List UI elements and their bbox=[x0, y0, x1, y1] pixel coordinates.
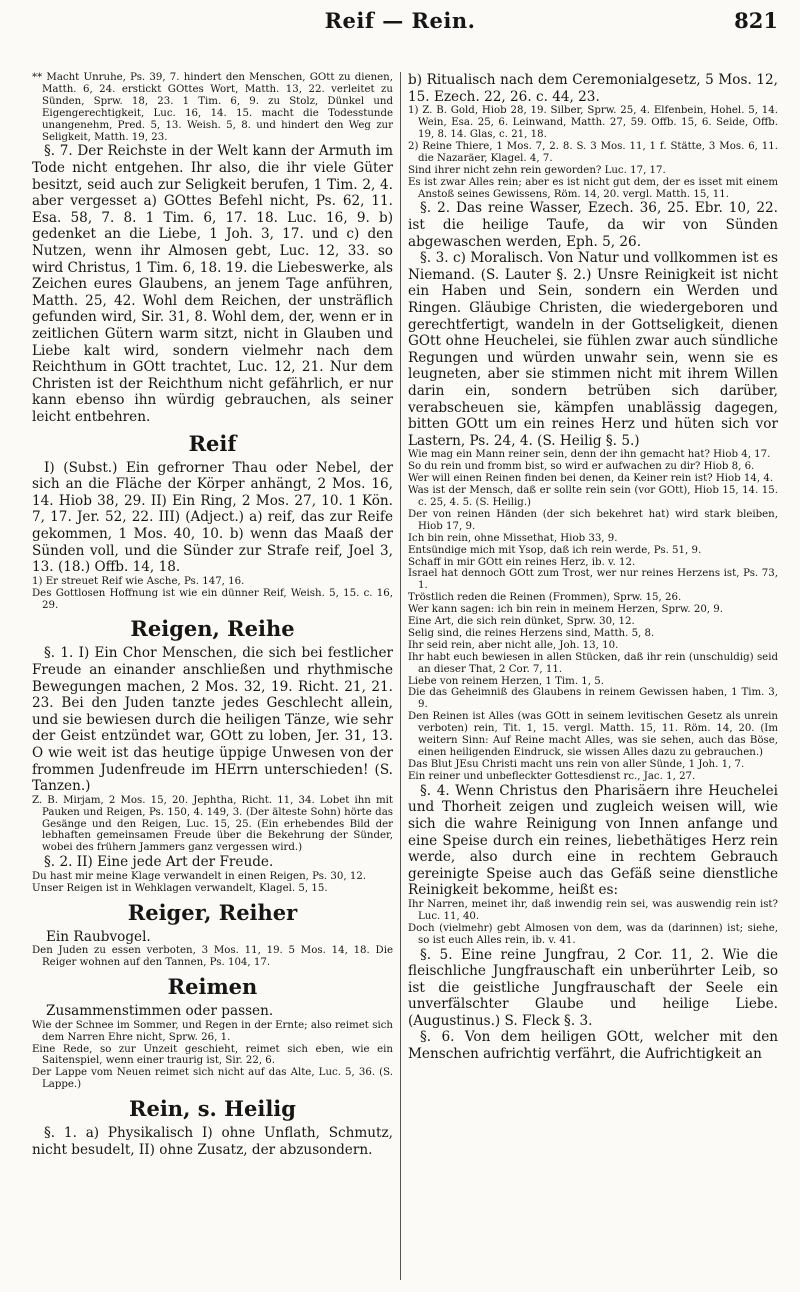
paragraph: §. 1. a) Physikalisch I) ohne Unflath, Schmutz, nicht besudelt, II) ohne Zusatz, der abzusondern. bbox=[32, 1125, 393, 1158]
scripture-reference: Des Gottlosen Hoffnung ist wie ein dünner Reif, Weish. 5, 15. c. 16, 29. bbox=[32, 587, 393, 611]
entry-headword: Reiger, Reiher bbox=[127, 899, 298, 925]
scripture-reference: Ein reiner und unbefleckter Gottesdienst rc., Jac. 1, 27. bbox=[408, 770, 696, 782]
scripture-reference: Der Lappe vom Neuen reimet sich nicht auf das Alte, Luc. 5, 36. (S. Lappe.) bbox=[32, 1067, 393, 1091]
scripture-reference: Unser Reigen ist in Wehklagen verwandelt, Klagel. 5, 15. bbox=[32, 882, 328, 894]
scripture-reference: Z. B. Mirjam, 2 Mos. 15, 20. Jephtha, Richt. 11, 34. Lobet ihn mit Pauken und Reigen, Ps. 150, 4. 149, 3. (Der älteste Sohn) hörte das Gesänge und den Reigen, Luc. 15, 25. (Ein erhebendes Bild der lebhaften gemeinsamen Freude über die Bekehrung der Sünder, wobei des frühern Jammers ganz vergessen wird.) bbox=[32, 794, 393, 854]
scripture-reference: Es ist zwar Alles rein; aber es ist nicht gut dem, der es isset mit einem Anstoß seines Gewissens, Röm. 14, 20. vergl. Matth. 15, 11. bbox=[408, 176, 778, 200]
scripture-reference: Ihr seid rein, aber nicht alle, Joh. 13, 10. bbox=[408, 639, 619, 651]
scripture-reference: Tröstlich reden die Reinen (Frommen), Sprw. 15, 26. bbox=[408, 592, 682, 604]
scripture-reference: Eine Art, die sich rein dünket, Sprw. 30, 12. bbox=[408, 616, 635, 628]
scripture-reference: Selig sind, die reines Herzens sind, Matth. 5, 8. bbox=[408, 627, 655, 639]
scripture-reference: Was ist der Mensch, daß er sollte rein sein (vor GOtt), Hiob 15, 14. 15. c. 25, 4. 5. (S. Heilig.) bbox=[408, 485, 778, 508]
entry-headword: Reigen, Reihe bbox=[130, 616, 295, 642]
paragraph: §. 3. c) Moralisch. Von Natur und vollkommen ist es Niemand. (S. Lauter §. 2.) Unsre Reinigkeit ist nicht ein Haben und Sein, sondern ein Werden und Ringen. Gläubige Christen, die wiedergeboren und gerechtfertigt, wandeln in der Gottseligkeit, dienen GOtt ohne Heuchelei, sie fühlen zwar auch sündliche Regungen und würden unwahr sein, wenn sie es leugneten, aber sie stimmen nicht mit ihrem Willen darin ein, sondern betrüben sich darüber, verabscheuen sie, kämpfen unablässig dagegen, bitten GOtt um ein reines Herz und hüten sich vor Lastern, Ps. 24, 4. (S. Heilig §. 5.) bbox=[408, 250, 778, 449]
scripture-reference: Den Juden zu essen verboten, 3 Mos. 11, 19. 5 Mos. 14, 18. Die Reiger wohnen auf den Tannen, Ps. 104, 17. bbox=[32, 945, 393, 969]
scripture-reference: Eine Rede, so zur Unzeit geschieht, reimet sich eben, wie ein Saitenspiel, wenn einer traurig ist, Sir. 22, 6. bbox=[32, 1043, 393, 1067]
scripture-reference: Die das Geheimniß des Glaubens in reinem Gewissen haben, 1 Tim. 3, 9. bbox=[408, 687, 778, 711]
scripture-reference: Liebe von reinem Herzen, 1 Tim. 1, 5. bbox=[408, 675, 604, 687]
paragraph: b) Ritualisch nach dem Ceremonialgesetz, 5 Mos. 12, 15. Ezech. 22, 26. c. 44, 23. bbox=[408, 72, 778, 105]
entry-headword: Rein, s. Heilig bbox=[129, 1096, 296, 1122]
scripture-reference: Ihr habt euch bewiesen in allen Stücken, daß ihr rein (unschuldig) seid an dieser That, 2 Cor. 7, 11. bbox=[408, 651, 778, 675]
scripture-reference: Wie mag ein Mann reiner sein, denn der ihn gemacht hat? Hiob 4, 17. bbox=[408, 449, 771, 461]
paragraph: §. 2. Das reine Wasser, Ezech. 36, 25. Ebr. 10, 22. ist die heilige Taufe, da wir von Sünden abgewaschen werden, Eph. 5, 26. bbox=[408, 200, 778, 250]
scripture-reference: Ich bin rein, ohne Missethat, Hiob 33, 9. bbox=[408, 532, 618, 544]
scripture-reference: Entsündige mich mit Ysop, daß ich rein werde, Ps. 51, 9. bbox=[408, 544, 702, 556]
scripture-reference: Doch (vielmehr) gebt Almosen von dem, was da (darinnen) ist; siehe, so ist euch Alles rein, ib. v. 41. bbox=[408, 922, 778, 946]
paragraph: I) (Subst.) Ein gefrorner Thau oder Nebel, der sich an die Fläche der Körper anhängt, 2 Mos. 16, 14. Hiob 38, 29. II) Ein Ring, 2 Mos. 27, 10. 1 Kön. 7, 17. Jer. 52, 22. III) (Adject.) a) reif, das zur Reife gekommen, 1 Mos. 40, 10. b) wenn das Maaß der Sünden voll, und die Sünder zur Strafe reif, Joel 3, 13. (18.) Offb. 14, 18. bbox=[32, 459, 393, 576]
scripture-reference: 1) Z. B. Gold, Hiob 28, 19. Silber, Sprw. 25, 4. Elfenbein, Hohel. 5, 14. Wein, Esa. 25, 6. Leinwand, Matth. 27, 59. Offb. 15, 6. Seide, Offb. 19, 8. 14. Glas, c. 21, 18. bbox=[408, 105, 778, 140]
scripture-reference: Der von reinen Händen (der sich bekehret hat) wird stark bleiben, Hiob 17, 9. bbox=[408, 508, 778, 532]
scripture-reference: ** Macht Unruhe, Ps. 39, 7. hindert den Menschen, GOtt zu dienen, Matth. 6, 24. erstickt GOttes Wort, Matth. 13, 22. verleitet zu Sünden, Sprw. 18, 23. 1 Tim. 6, 9. zu Stolz, Dünkel und Eigengerechtigkeit, Luc. 16, 14. 15. macht die Todesstunde unangenehm, Pred. 5, 13. Weish. 5, 8. und hindert den Weg zur Seligkeit, Matth. 19, 23. bbox=[32, 72, 393, 143]
page-header bbox=[20, 8, 780, 42]
scripture-reference: 2) Reine Thiere, 1 Mos. 7, 2. 8. S. 3 Mos. 11, 1 f. Stätte, 3 Mos. 6, 11. die Nazaräer, Klagel. 4, 7. bbox=[408, 140, 778, 164]
left-column bbox=[32, 72, 393, 1282]
entry-headword: Reimen bbox=[167, 974, 258, 1000]
scripture-reference: 1) Er streuet Reif wie Asche, Ps. 147, 16. bbox=[32, 575, 245, 587]
paragraph: §. 4. Wenn Christus den Pharisäern ihre Heuchelei und Thorheit zeigen und zugleich weisen will, wie sich die wahre Reinigung von Innen anfange und eine Speise durch ein reines, liebethätiges Herz rein werde, also durch eine in rechtem Gebrauch gereinigte Speise auch das Gefäß seine dienstliche Reinigkeit bekomme, heißt es: bbox=[408, 782, 778, 899]
scripture-reference: Du hast mir meine Klage verwandelt in einen Reigen, Ps. 30, 12. bbox=[32, 870, 367, 882]
paragraph: §. 5. Eine reine Jungfrau, 2 Cor. 11, 2. Wie die fleischliche Jungfrauschaft ein unberührter Leib, so ist die geistliche Jungfrauschaft der Seele ein unverfälschter Glaube und heilige Liebe. (Augustinus.) S. Fleck §. 3. bbox=[408, 946, 778, 1029]
scripture-reference: Wer kann sagen: ich bin rein in meinem Herzen, Sprw. 20, 9. bbox=[408, 604, 723, 616]
scripture-reference: Sind ihrer nicht zehn rein geworden? Luc. 17, 17. bbox=[408, 164, 666, 176]
paragraph: §. 2. II) Eine jede Art der Freude. bbox=[44, 854, 274, 871]
right-column bbox=[408, 72, 778, 1282]
scripture-reference: Ihr Narren, meinet ihr, daß inwendig rein sei, was auswendig rein ist? Luc. 11, 40. bbox=[408, 898, 778, 922]
paragraph: §. 1. I) Ein Chor Menschen, die sich bei festlicher Freude an einander anschließen und rhythmische Bewegungen machen, 2 Mos. 32, 19. Richt. 21, 21. 23. Bei den Juden tanzte jedes Geschlecht allein, und sie bewiesen durch die heiligen Tänze, wie sehr der Geist entzündet war, GOtt zu loben, Jer. 31, 13. O wie weit ist das heutige üppige Unwesen von der frommen Judenfreude im HErrn unterschieden! (S. Tanzen.) bbox=[32, 645, 393, 795]
scripture-reference: Wer will einen Reinen finden bei denen, da Keiner rein ist? Hiob 14, 4. bbox=[408, 473, 774, 485]
scripture-reference: Israel hat dennoch GOtt zum Trost, wer nur reines Herzens ist, Ps. 73, 1. bbox=[408, 568, 778, 592]
paragraph: §. 7. Der Reichste in der Welt kann der Armuth im Tode nicht entgehen. Ihr also, die ihr viele Güter besitzt, seid auch zur Seligkeit berufen, 1 Tim. 2, 4. aber vergesset a) GOttes Befehl nicht, Ps. 62, 11. Esa. 58, 7. 8. 1 Tim. 6, 17. 18. Luc. 16, 9. b) gedenket an die Liebe, 1 Joh. 3, 17. und c) den Nutzen, wenn ihr Almosen gebt, Luc. 12, 33. so wird Christus, 1 Tim. 6, 18. 19. die Liebeswerke, als Zeichen eures Glaubens, an jenem Tage anführen, Matth. 25, 42. Wohl dem Reichen, der unsträflich gefunden wird, Sir. 31, 8. Wohl dem, der, wenn er in zeitlichen Gütern warm sitzt, nicht in Glauben und Liebe kalt wird, sondern vielmehr nach dem Reichthum in GOtt trachtet, Luc. 12, 21. Nur dem Christen ist der Reichthum nicht gefährlich, er nur kann ebenso ihn würdig gebrauchen, als seiner leicht entbehren. bbox=[32, 143, 393, 425]
running-title: Reif — Rein. bbox=[324, 8, 476, 33]
page-number: 821 bbox=[734, 8, 778, 33]
column-divider bbox=[400, 72, 401, 1280]
scripture-reference: Wie der Schnee im Sommer, und Regen in der Ernte; also reimet sich dem Narren Ehre nicht, Sprw. 26, 1. bbox=[32, 1019, 393, 1043]
scripture-reference: Schaff in mir GOtt ein reines Herz, ib. v. 12. bbox=[408, 556, 636, 568]
scripture-reference: So du rein und fromm bist, so wird er aufwachen zu dir? Hiob 8, 6. bbox=[408, 461, 755, 473]
entry-definition: Zusammenstimmen oder passen. bbox=[46, 1003, 274, 1020]
scripture-reference: Das Blut JEsu Christi macht uns rein von aller Sünde, 1 Joh. 1, 7. bbox=[408, 758, 745, 770]
entry-definition: Ein Raubvogel. bbox=[46, 928, 151, 945]
entry-headword: Reif bbox=[188, 430, 237, 456]
paragraph: §. 6. Von dem heiligen GOtt, welcher mit den Menschen aufrichtig verfährt, die Aufrichtigkeit an bbox=[408, 1029, 778, 1063]
scripture-reference: Den Reinen ist Alles (was GOtt in seinem levitischen Gesetz als unrein verboten) rein, Tit. 1, 15. vergl. Matth. 15, 11. Röm. 14, 20. (Im weitern Sinn: Auf Reine macht Alles, was sie sehen, auch das Böse, einen heiligenden Eindruck, sie wissen Alles dazu zu gebrauchen.) bbox=[408, 711, 778, 758]
